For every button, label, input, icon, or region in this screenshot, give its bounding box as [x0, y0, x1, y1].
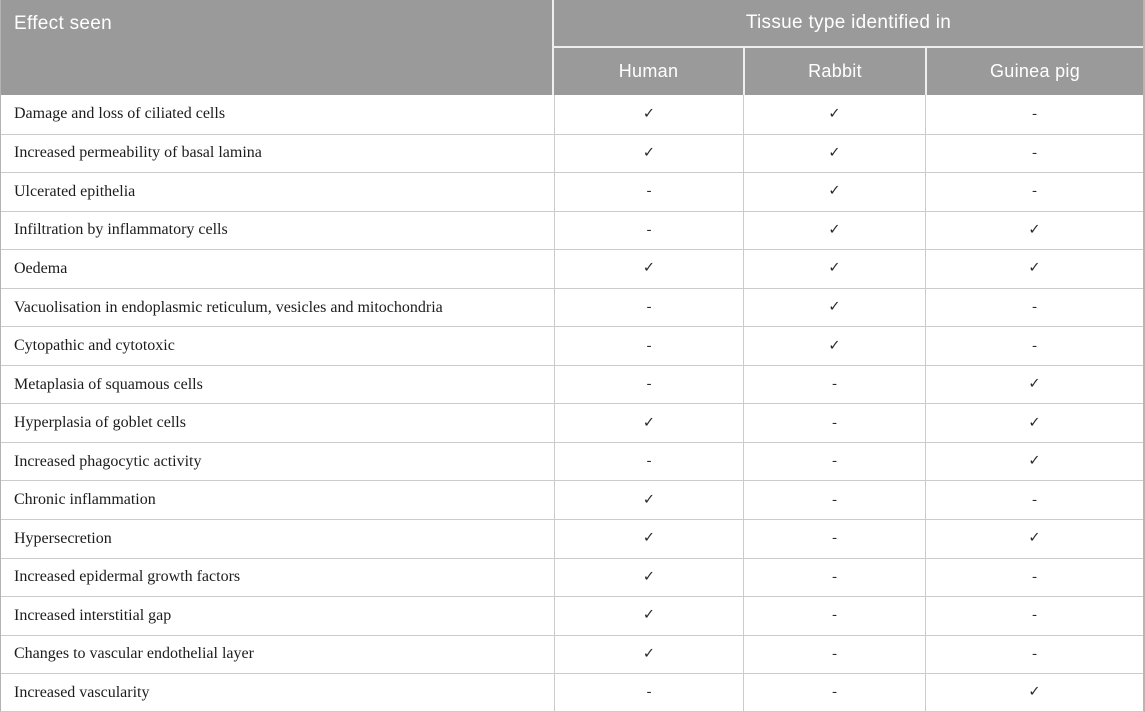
effect-cell: Increased vascularity [1, 673, 554, 712]
effect-cell: Cytopathic and cytotoxic [1, 326, 554, 365]
table-row [1, 249, 1143, 288]
mark-cell-guinea-pig: - [925, 596, 1143, 635]
table-row [1, 211, 1143, 250]
header-column-guinea-pig: Guinea pig [925, 48, 1143, 95]
mark-cell-rabbit: ✓ [743, 288, 925, 327]
table-row [1, 403, 1143, 442]
mark-cell-rabbit: - [743, 519, 925, 558]
mark-cell-rabbit: - [743, 558, 925, 597]
mark-cell-guinea-pig: ✓ [925, 365, 1143, 404]
mark-cell-guinea-pig: - [925, 635, 1143, 674]
table-row [1, 365, 1143, 404]
mark-cell-human: - [554, 288, 743, 327]
mark-cell-guinea-pig: ✓ [925, 673, 1143, 712]
mark-cell-guinea-pig: - [925, 326, 1143, 365]
table-row [1, 172, 1143, 211]
mark-cell-human: ✓ [554, 558, 743, 597]
mark-cell-human: ✓ [554, 519, 743, 558]
table-row [1, 673, 1143, 712]
effect-cell: Vacuolisation in endoplasmic reticulum, vesicles and mitochondria [1, 288, 554, 327]
table-header [1, 0, 1143, 95]
mark-cell-guinea-pig: - [925, 134, 1143, 173]
header-column-human: Human [618, 61, 679, 81]
table-row [1, 326, 1143, 365]
mark-cell-rabbit: ✓ [743, 326, 925, 365]
mark-cell-human: - [554, 442, 743, 481]
mark-cell-rabbit: ✓ [743, 95, 925, 134]
mark-cell-human: - [554, 326, 743, 365]
mark-cell-rabbit: ✓ [743, 134, 925, 173]
table-row [1, 519, 1143, 558]
mark-cell-guinea-pig: - [925, 95, 1143, 134]
effect-cell: Chronic inflammation [1, 480, 554, 519]
effect-cell: Metaplasia of squamous cells [1, 365, 554, 404]
effect-cell: Increased permeability of basal lamina [1, 134, 554, 173]
mark-cell-human: ✓ [554, 249, 743, 288]
table-row [1, 288, 1143, 327]
effect-cell: Increased interstitial gap [1, 596, 554, 635]
mark-cell-human: ✓ [554, 134, 743, 173]
mark-cell-human: ✓ [554, 95, 743, 134]
table-row [1, 596, 1143, 635]
mark-cell-rabbit: - [743, 365, 925, 404]
table-row [1, 480, 1143, 519]
effect-cell: Hypersecretion [1, 519, 554, 558]
effect-cell: Increased phagocytic activity [1, 442, 554, 481]
mark-cell-rabbit: ✓ [743, 211, 925, 250]
table-body [1, 95, 1143, 712]
table-row [1, 558, 1143, 597]
mark-cell-guinea-pig: - [925, 558, 1143, 597]
table-row [1, 134, 1143, 173]
header-tissue-type-group: Tissue type identified in [554, 0, 1143, 48]
mark-cell-rabbit: - [743, 480, 925, 519]
header-column-rabbit: Rabbit [743, 48, 925, 95]
mark-cell-guinea-pig: ✓ [925, 519, 1143, 558]
effect-cell: Infiltration by inflammatory cells [1, 211, 554, 250]
mark-cell-rabbit: - [743, 635, 925, 674]
mark-cell-human: ✓ [554, 480, 743, 519]
mark-cell-human: - [554, 211, 743, 250]
effect-cell: Oedema [1, 249, 554, 288]
mark-cell-guinea-pig: ✓ [925, 442, 1143, 481]
effect-cell: Damage and loss of ciliated cells [14, 105, 226, 123]
mark-cell-human: ✓ [554, 596, 743, 635]
table-row [1, 95, 1143, 134]
mark-cell-rabbit: - [743, 673, 925, 712]
mark-cell-guinea-pig: ✓ [925, 211, 1143, 250]
mark-cell-guinea-pig: - [925, 288, 1143, 327]
effect-cell: Changes to vascular endothelial layer [1, 635, 554, 674]
mark-cell-human: - [554, 172, 743, 211]
effect-cell: Hyperplasia of goblet cells [1, 403, 554, 442]
effect-cell: Increased epidermal growth factors [1, 558, 554, 597]
mark-cell-human: - [554, 365, 743, 404]
table-row [1, 442, 1143, 481]
header-effect-seen: Effect seen [1, 0, 554, 95]
mark-cell-rabbit: ✓ [743, 249, 925, 288]
mark-cell-guinea-pig: ✓ [925, 249, 1143, 288]
mark-cell-rabbit: - [743, 442, 925, 481]
mark-cell-rabbit: - [743, 596, 925, 635]
table-row [1, 635, 1143, 674]
mark-cell-rabbit: ✓ [743, 172, 925, 211]
mark-cell-human: - [554, 673, 743, 712]
mark-cell-guinea-pig: - [925, 172, 1143, 211]
effect-cell: Ulcerated epithelia [1, 172, 554, 211]
mark-cell-guinea-pig: ✓ [925, 403, 1143, 442]
mark-cell-human: ✓ [554, 403, 743, 442]
mark-cell-human: ✓ [554, 635, 743, 674]
mark-cell-rabbit: - [743, 403, 925, 442]
mark-cell-guinea-pig: - [925, 480, 1143, 519]
